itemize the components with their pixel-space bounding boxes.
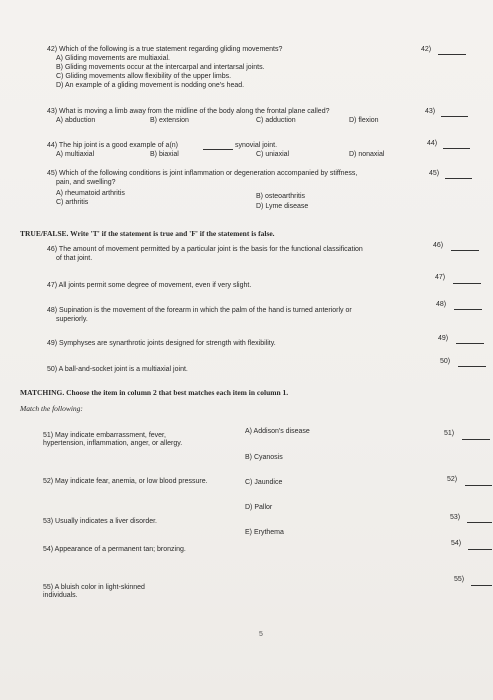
q43-answer-blank[interactable] — [441, 116, 468, 117]
q53-answer-blank[interactable] — [467, 522, 492, 523]
match-option-c: C) Jaundice — [245, 479, 283, 486]
q48-answer-blank[interactable] — [454, 309, 482, 310]
q42-number: 42) — [421, 46, 432, 53]
q54-number: 54) — [451, 540, 462, 547]
q47-answer-blank[interactable] — [453, 283, 481, 284]
q54-item: 54) Appearance of a permanent tan; bronzing. — [43, 546, 186, 553]
q48-number: 48) — [436, 301, 447, 308]
q43-option-a: A) abduction — [56, 117, 96, 124]
q51-item: 51) May indicate embarrassment, fever, hypertension, inflammation, anger, or allergy. — [43, 432, 183, 447]
q48-line1: 48) Supination is the movement of the forearm in which the palm of the hand is turned anteriorly or — [47, 307, 352, 314]
match-option-a: A) Addison's disease — [245, 428, 310, 435]
q44-option-c: C) uniaxial — [256, 151, 290, 158]
q55-item: 55) A bluish color in light-skinned individuals. — [43, 584, 145, 599]
q42-option-b: B) Gliding movements occur at the intercarpal and intertarsal joints. — [56, 64, 265, 71]
q45-option-a: A) rheumatoid arthritis — [56, 190, 125, 197]
q46-answer-blank[interactable] — [451, 250, 479, 251]
q45-number: 45) — [429, 170, 440, 177]
q51-number: 51) — [444, 430, 455, 437]
q45-stem-line2: pain, and swelling? — [56, 179, 116, 186]
q42-option-c: C) Gliding movements allow flexibility of the upper limbs. — [56, 73, 232, 80]
q45-option-d: D) Lyme disease — [256, 203, 309, 210]
match-option-e: E) Erythema — [245, 529, 284, 536]
q50-number: 50) — [440, 358, 451, 365]
q53-number: 53) — [450, 514, 461, 521]
q42-option-d: D) An example of a gliding movement is nodding one's head. — [56, 82, 245, 89]
q47-statement: 47) All joints permit some degree of movement, even if very slight. — [47, 282, 252, 289]
q47-number: 47) — [435, 274, 446, 281]
q46-number: 46) — [433, 242, 444, 249]
q43-option-d: D) flexion — [349, 117, 379, 124]
q43-option-b: B) extension — [150, 117, 189, 124]
q43-number: 43) — [425, 108, 436, 115]
q45-option-b: B) osteoarthritis — [256, 193, 306, 200]
q44-option-b: B) biaxial — [150, 151, 179, 158]
q52-answer-blank[interactable] — [465, 485, 492, 486]
q43-stem: 43) What is moving a limb away from the midline of the body along the frontal plane called? — [47, 108, 330, 115]
q45-stem-line1: 45) Which of the following conditions is joint inflammation or degeneration accompanied by stiffness, — [47, 170, 358, 177]
matching-subheading: Match the following: — [20, 404, 83, 413]
q46-line1: 46) The amount of movement permitted by a particular joint is the basis for the functional classification — [47, 246, 363, 253]
q45-answer-blank[interactable] — [445, 178, 472, 179]
q49-answer-blank[interactable] — [456, 343, 484, 344]
q49-number: 49) — [438, 335, 449, 342]
matching-heading: MATCHING. Choose the item in column 2 that best matches each item in column 1. — [20, 388, 289, 397]
q45-option-c: C) arthritis — [56, 199, 89, 206]
q43-option-c: C) adduction — [256, 117, 296, 124]
q44-inline-blank[interactable] — [203, 149, 233, 150]
q55-answer-blank[interactable] — [471, 585, 492, 586]
q48-line2: superiorly. — [56, 316, 88, 323]
q55-number: 55) — [454, 576, 465, 583]
match-option-d: D) Pallor — [245, 504, 273, 511]
q44-stem-start: 44) The hip joint is a good example of a(n) — [47, 142, 179, 149]
q44-stem-end: synovial joint. — [235, 142, 278, 149]
q50-answer-blank[interactable] — [458, 366, 486, 367]
q54-answer-blank[interactable] — [468, 549, 492, 550]
q52-item: 52) May indicate fear, anemia, or low blood pressure. — [43, 478, 208, 485]
q44-number: 44) — [427, 140, 438, 147]
q49-statement: 49) Symphyses are synarthrotic joints designed for strength with flexibility. — [47, 340, 276, 347]
q42-answer-blank[interactable] — [438, 54, 466, 55]
q50-statement: 50) A ball-and-socket joint is a multiaxial joint. — [47, 366, 188, 373]
q44-option-a: A) multiaxial — [56, 151, 95, 158]
q53-item: 53) Usually indicates a liver disorder. — [43, 518, 157, 525]
q42-option-a: A) Gliding movements are multiaxial. — [56, 55, 170, 62]
q52-number: 52) — [447, 476, 458, 483]
page-number: 5 — [259, 631, 263, 638]
q44-option-d: D) nonaxial — [349, 151, 385, 158]
q46-line2: of that joint. — [56, 255, 93, 262]
match-option-b: B) Cyanosis — [245, 454, 283, 461]
q42-stem: 42) Which of the following is a true statement regarding gliding movements? — [47, 46, 283, 53]
q44-answer-blank[interactable] — [443, 148, 470, 149]
true-false-heading: TRUE/FALSE. Write 'T' if the statement is true and 'F' if the statement is false. — [20, 229, 275, 238]
q51-answer-blank[interactable] — [462, 439, 490, 440]
